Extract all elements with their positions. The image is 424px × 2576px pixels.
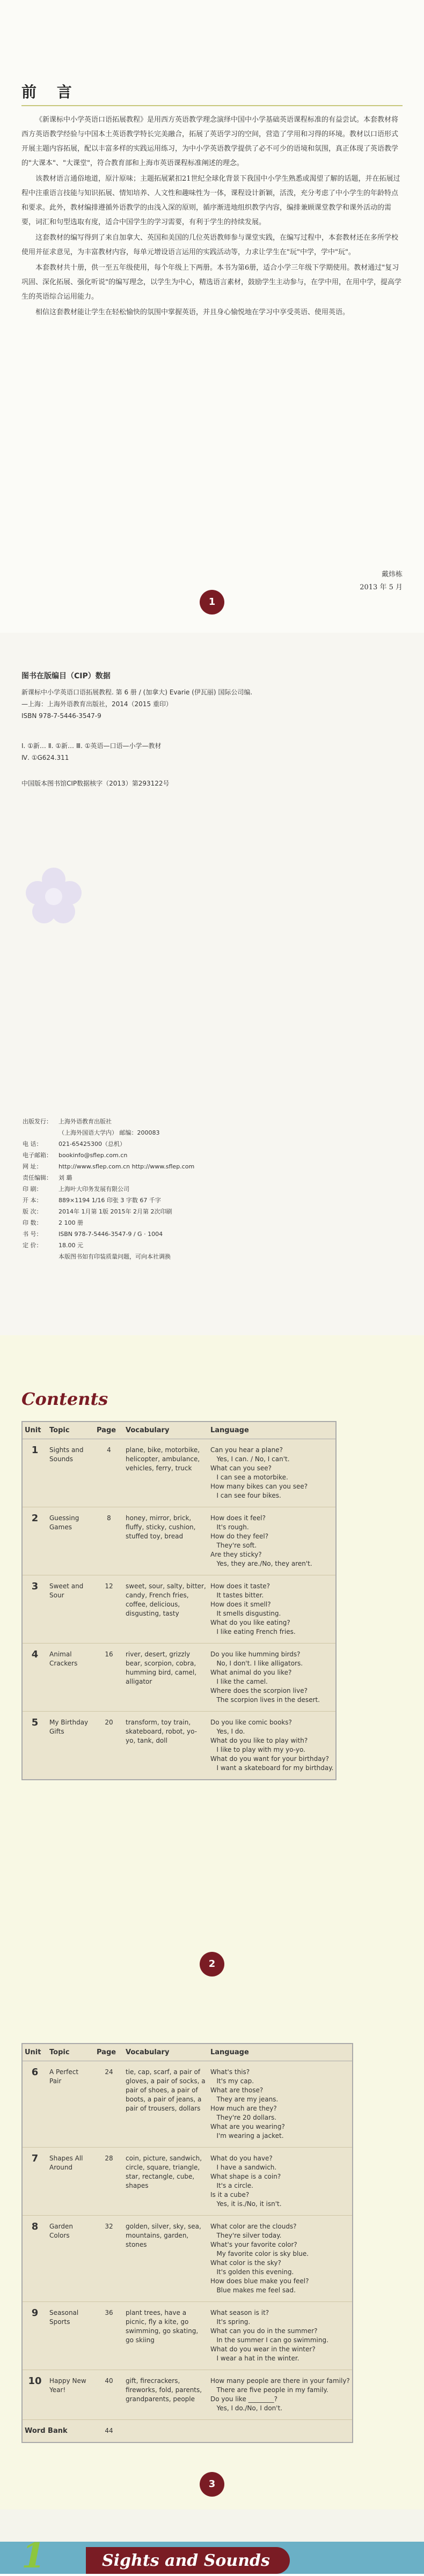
col-language: Language bbox=[208, 1422, 336, 1439]
publisher-row bbox=[23, 1184, 200, 1194]
unit-language bbox=[208, 1575, 336, 1644]
table-row bbox=[22, 2216, 353, 2302]
language-line: What's this? bbox=[210, 2068, 250, 2076]
preface-paragraph: 相信这套教材能让学生在轻松愉快的氛围中掌握英语，并且身心愉悦地在学习中享受英语、使用英语。 bbox=[35, 308, 350, 316]
language-line: In the summer I can go swimming. bbox=[210, 2336, 328, 2344]
publisher-label: 印 刷： bbox=[23, 1186, 42, 1193]
publisher-row bbox=[23, 1150, 200, 1160]
publisher-row bbox=[23, 1252, 200, 1262]
language-line: What animal do you like? bbox=[210, 1669, 292, 1676]
unit-language bbox=[208, 2370, 353, 2420]
col-vocabulary: Vocabulary bbox=[123, 1422, 208, 1439]
language-line: What do you like eating? bbox=[210, 1619, 290, 1626]
language-line: How much are they? bbox=[210, 2105, 277, 2112]
language-line: How does it smell? bbox=[210, 1601, 271, 1608]
language-line: What shape is a coin? bbox=[210, 2173, 281, 2180]
unit-number: 7 bbox=[22, 2148, 47, 2216]
language-line: Is it a cube? bbox=[210, 2191, 250, 2199]
language-line: Where does the scorpion live? bbox=[210, 1687, 308, 1694]
unit-number: 6 bbox=[22, 2061, 47, 2148]
col-language: Language bbox=[208, 2044, 353, 2061]
publisher-label: 印 数： bbox=[23, 1219, 42, 1226]
publisher-label: 出版发行： bbox=[23, 1118, 52, 1125]
col-page: Page bbox=[94, 1422, 123, 1439]
publisher-label: 书 号： bbox=[23, 1231, 42, 1238]
cip-subjects bbox=[21, 740, 392, 764]
cip-subject-line: Ⅰ. ①新… Ⅱ. ①新… Ⅲ. ①英语—口语—小学—教材 bbox=[21, 742, 162, 750]
publisher-value: bookinfo@sflep.com.cn bbox=[59, 1152, 128, 1159]
cip-line: —上海：上海外语教育出版社，2014（2015 重印） bbox=[21, 700, 172, 708]
unit-page: 20 bbox=[94, 1712, 123, 1780]
unit-vocabulary: plane, bike, motorbike, helicopter, ambulance, vehicles, ferry, truck bbox=[123, 1439, 208, 1507]
language-line: Yes, I can. / No, I can't. bbox=[210, 1455, 290, 1463]
language-line: My favorite color is sky blue. bbox=[210, 2250, 309, 2257]
publisher-label: 电 话： bbox=[23, 1141, 42, 1148]
language-line: I can see a motorbike. bbox=[210, 1474, 288, 1481]
publisher-label: 网 址： bbox=[23, 1163, 42, 1170]
publisher-value: 889×1194 1/16 印张 3 字数 67 千字 bbox=[59, 1197, 161, 1204]
contents-page-b bbox=[0, 1995, 424, 2510]
language-line: Do you like comic books? bbox=[210, 1719, 292, 1726]
unit-language bbox=[208, 2302, 353, 2370]
col-topic: Topic bbox=[47, 1422, 94, 1439]
language-line: They're silver today. bbox=[210, 2232, 282, 2239]
language-line: What season is it? bbox=[210, 2309, 269, 2316]
table-row bbox=[22, 2370, 353, 2420]
publisher-label: 责任编辑： bbox=[23, 1174, 52, 1181]
language-line: Are they sticky? bbox=[210, 1551, 262, 1558]
col-vocabulary: Vocabulary bbox=[123, 2044, 208, 2061]
publisher-row bbox=[23, 1206, 200, 1217]
publisher-row bbox=[23, 1128, 200, 1138]
unit-topic: Sights and Sounds bbox=[47, 1439, 94, 1507]
unit-page: 32 bbox=[94, 2216, 123, 2302]
signature-date: 2013 年 5 月 bbox=[360, 583, 403, 591]
publisher-label bbox=[23, 1128, 57, 1138]
language-line: Do you like ________? bbox=[210, 2395, 278, 2403]
cip-subject-line: Ⅳ. ①G624.311 bbox=[21, 754, 69, 761]
unit-topic: A Perfect Pair bbox=[47, 2061, 94, 2148]
publisher-value: 2 100 册 bbox=[59, 1219, 83, 1226]
unit-language bbox=[208, 1712, 336, 1780]
publisher-row bbox=[23, 1116, 200, 1127]
language-line: It's golden this evening. bbox=[210, 2268, 294, 2276]
unit-opener-page bbox=[0, 2510, 424, 2574]
language-line: How does it taste? bbox=[210, 1582, 271, 1590]
flower-decoration-icon bbox=[21, 863, 86, 928]
language-line: How does it feel? bbox=[210, 1514, 266, 1522]
language-line: Do you like humming birds? bbox=[210, 1650, 301, 1658]
unit-number: 9 bbox=[22, 2302, 47, 2370]
page-number-badge: 3 bbox=[200, 2472, 224, 2497]
publisher-row bbox=[23, 1229, 200, 1239]
language-line: They're soft. bbox=[210, 1542, 257, 1549]
contents-page-a bbox=[0, 1335, 424, 1995]
language-line: Can you hear a plane? bbox=[210, 1446, 283, 1454]
unit-page: 12 bbox=[94, 1575, 123, 1644]
language-line: I'm wearing a jacket. bbox=[210, 2132, 284, 2140]
contents-table-a bbox=[21, 1421, 337, 1780]
cip-record-line: 中国版本图书馆CIP数据核字（2013）第293122号 bbox=[21, 780, 170, 787]
unit-number: 5 bbox=[22, 1712, 47, 1780]
contents-table-b bbox=[21, 2043, 353, 2443]
table-row bbox=[22, 1712, 336, 1780]
publisher-value: 上海外语教育出版社 bbox=[59, 1118, 112, 1125]
unit-page: 24 bbox=[94, 2061, 123, 2148]
unit-page: 16 bbox=[94, 1644, 123, 1712]
publisher-label: 开 本： bbox=[23, 1197, 42, 1204]
unit-vocabulary: plant trees, have a picnic, fly a kite, go swimming, go skating, go skiing bbox=[123, 2302, 208, 2370]
language-line: I can see four bikes. bbox=[210, 1492, 281, 1499]
unit-vocabulary: transform, toy train, skateboard, robot, yo-yo, tank, doll bbox=[123, 1712, 208, 1780]
table-row bbox=[22, 2302, 353, 2370]
language-line: I like to play with my yo-yo. bbox=[210, 1746, 305, 1753]
unit-vocabulary: river, desert, grizzly bear, scorpion, cobra, humming bird, camel, alligator bbox=[123, 1644, 208, 1712]
unit-vocabulary: gift, firecrackers, fireworks, fold, parents, grandparents, people bbox=[123, 2370, 208, 2420]
unit-language bbox=[208, 1439, 336, 1507]
language-line: I wear a hat in the winter. bbox=[210, 2355, 299, 2362]
language-line: They're 20 dollars. bbox=[210, 2114, 277, 2121]
unit-topic: Sweet and Sour bbox=[47, 1575, 94, 1644]
table-row bbox=[22, 1439, 336, 1507]
language-line: What can you do in the summer? bbox=[210, 2327, 318, 2335]
cip-line: 新课标中小学英语口语拓展教程. 第 6 册 / (加拿大) Evarie (伊瓦丽) 国际公司编. bbox=[21, 689, 253, 696]
language-line: The scorpion lives in the desert. bbox=[210, 1696, 320, 1704]
unit-vocabulary: golden, silver, sky, sea, mountains, garden, stones bbox=[123, 2216, 208, 2302]
preface-paragraph: 该教材语言通俗地道，原汁原味；主题拓展紧扣21世纪全球化背景下我国中小学生熟悉或渴望了解的话题，并在拓展过程中注重语言技能与知识拓展、情知培养、人文性和趣味性为一体，课程设计新颖，活泼，充分考虑了中小学生的年龄特点和要求。此外，教材编排遵循外语教学的由浅入深的原则，循序渐进地组织教学内容，编排兼顾课堂教学和课外活动的需要，词汇和句型选取有度，适合中国学生的学习需要，有利于学生的持续发展。 bbox=[21, 175, 400, 226]
unit-number: 4 bbox=[22, 1644, 47, 1712]
col-page: Page bbox=[94, 2044, 123, 2061]
page-number-badge: 2 bbox=[200, 1952, 224, 1977]
language-line: What color are the clouds? bbox=[210, 2223, 297, 2230]
preface-body bbox=[21, 113, 403, 321]
language-line: Yes, they are./No, they aren't. bbox=[210, 1560, 312, 1567]
language-line: What are you wearing? bbox=[210, 2123, 285, 2130]
language-line: I have a sandwich. bbox=[210, 2164, 277, 2171]
unit-page: 36 bbox=[94, 2302, 123, 2370]
language-line: How many bikes can you see? bbox=[210, 1483, 308, 1490]
word-bank-page: 44 bbox=[94, 2420, 123, 2443]
language-line: Blue makes me feel sad. bbox=[210, 2286, 296, 2294]
cip-heading: 图书在版编目（CIP）数据 bbox=[21, 672, 111, 680]
language-line: No, I don't. I like alligators. bbox=[210, 1660, 303, 1667]
table-row bbox=[22, 2148, 353, 2216]
language-line: I want a skateboard for my birthday. bbox=[210, 1764, 334, 1772]
publisher-value: 本版图书如有印装质量问题，可向本社调换 bbox=[59, 1253, 171, 1260]
unit-language bbox=[208, 1507, 336, 1575]
unit-number: 3 bbox=[22, 1575, 47, 1644]
unit-vocabulary: coin, picture, sandwich, circle, square, triangle, star, rectangle, cube, shapes bbox=[123, 2148, 208, 2216]
word-bank-label: Word Bank bbox=[22, 2420, 94, 2443]
language-line: How do they feel? bbox=[210, 1533, 269, 1540]
unit-number: 8 bbox=[22, 2216, 47, 2302]
table-row bbox=[22, 1575, 336, 1644]
language-line: What can you see? bbox=[210, 1464, 272, 1472]
publisher-value: （上海外国语大学内） 邮编：200083 bbox=[59, 1129, 160, 1136]
unit-topic: Garden Colors bbox=[47, 2216, 94, 2302]
language-line: It's spring. bbox=[210, 2318, 251, 2326]
publisher-value: 刘 璐 bbox=[59, 1174, 72, 1181]
page-number-badge: 1 bbox=[200, 590, 224, 615]
unit-number: 1 bbox=[21, 2536, 46, 2576]
publisher-label bbox=[23, 1252, 57, 1262]
language-line: They are my jeans. bbox=[210, 2096, 279, 2103]
unit-language bbox=[208, 1644, 336, 1712]
publisher-value: 18.00 元 bbox=[59, 1242, 83, 1249]
publisher-value: 021-65425300（总机） bbox=[59, 1141, 126, 1148]
unit-topic: Shapes All Around bbox=[47, 2148, 94, 2216]
cip-record bbox=[21, 778, 392, 789]
col-unit: Unit bbox=[22, 1422, 47, 1439]
unit-page: 40 bbox=[94, 2370, 123, 2420]
unit-topic: Guessing Games bbox=[47, 1507, 94, 1575]
language-line: How does blue make you feel? bbox=[210, 2277, 309, 2285]
language-line: What are those? bbox=[210, 2086, 264, 2094]
unit-language bbox=[208, 2216, 353, 2302]
preface-paragraph: 《新课标中小学英语口语拓展教程》是用西方英语教学理念演绎中国中小学基础英语课程标准的有益尝试。本套教材将西方英语教学经验与中国本土英语教学特长完美融合，拓展了英语学习的空间，营造了学用和习得的环境。教材以口语形式开展主题内容拓展，配以丰富多样的实践运用练习，为中小学英语教学提供了必不可少的语境和氛围，真正体现了英语教学的"大课本"、"大课堂"，符合教育部和上海市英语课程标准阐述的理念。 bbox=[21, 116, 399, 167]
language-line: What do you wear in the winter? bbox=[210, 2345, 316, 2353]
preface-page bbox=[0, 0, 424, 633]
table-row bbox=[22, 2061, 353, 2148]
publisher-label: 电子邮箱： bbox=[23, 1152, 52, 1159]
language-line: I like the camel. bbox=[210, 1678, 268, 1685]
publisher-label: 版 次： bbox=[23, 1208, 42, 1215]
publisher-row bbox=[23, 1173, 200, 1183]
language-line: It smells disgusting. bbox=[210, 1610, 281, 1617]
language-line: Yes, I do. bbox=[210, 1728, 245, 1735]
language-line: It tastes bitter. bbox=[210, 1592, 264, 1599]
signature-name: 戴炜栋 bbox=[381, 571, 403, 579]
publisher-value: 2014年 1月第 1版 2015年 2月第 2次印刷 bbox=[59, 1208, 172, 1215]
col-unit: Unit bbox=[22, 2044, 47, 2061]
language-line: What do you have? bbox=[210, 2155, 273, 2162]
preface-signature bbox=[360, 568, 403, 594]
publisher-value: 上海叶大印务发展有限公司 bbox=[59, 1186, 129, 1193]
publisher-info-table bbox=[21, 1115, 201, 1263]
unit-language bbox=[208, 2148, 353, 2216]
publisher-row bbox=[23, 1240, 200, 1250]
unit-page: 8 bbox=[94, 1507, 123, 1575]
unit-language bbox=[208, 2061, 353, 2148]
language-line: What do you want for your birthday? bbox=[210, 1755, 330, 1763]
unit-page: 28 bbox=[94, 2148, 123, 2216]
unit-page: 4 bbox=[94, 1439, 123, 1507]
publisher-row bbox=[23, 1218, 200, 1228]
publisher-value: http://www.sflep.com.cn http://www.sflep.com bbox=[59, 1163, 195, 1170]
cip-page bbox=[0, 633, 424, 1335]
unit-vocabulary: tie, cap, scarf, a pair of gloves, a pair of socks, a pair of shoes, a pair of boots, a pair of jeans, a pair of trousers, dollars bbox=[123, 2061, 208, 2148]
unit-number: 10 bbox=[22, 2370, 47, 2420]
unit-number: 2 bbox=[22, 1507, 47, 1575]
language-line: What do you like to play with? bbox=[210, 1737, 308, 1744]
language-line: There are five people in my family. bbox=[210, 2386, 328, 2394]
language-line: Yes, I do./No, I don't. bbox=[210, 2404, 283, 2412]
preface-paragraph: 本套教材共十册，供一至五年级使用，每个年级上下两册。本书为第6册，适合小学三年级下学期使用。教材通过"复习巩固、深化拓展、强化听说"的编写理念，以学生为中心，精选语言素材，鼓励学生主动参与，在学中用，在用中学，提高学生的英语综合运用能力。 bbox=[21, 264, 401, 301]
publisher-row bbox=[23, 1161, 200, 1172]
unit-number: 1 bbox=[22, 1439, 47, 1507]
heading-divider bbox=[21, 105, 403, 106]
language-line: Yes, it is./No, it isn't. bbox=[210, 2200, 282, 2208]
language-line: I like eating French fries. bbox=[210, 1628, 296, 1635]
language-line: How many people are there in your family? bbox=[210, 2377, 350, 2385]
table-row bbox=[22, 1644, 336, 1712]
publisher-row bbox=[23, 1139, 200, 1149]
preface-heading: 前 言 bbox=[21, 83, 79, 101]
unit-vocabulary: honey, mirror, brick, fluffy, sticky, cushion, stuffed toy, bread bbox=[123, 1507, 208, 1575]
publisher-row bbox=[23, 1195, 200, 1205]
language-line: It's a circle. bbox=[210, 2182, 253, 2189]
language-line: What color is the sky? bbox=[210, 2259, 281, 2267]
table-row bbox=[22, 1507, 336, 1575]
unit-topic: Animal Crackers bbox=[47, 1644, 94, 1712]
publisher-value: ISBN 978-7-5446-3547-9 / G · 1004 bbox=[59, 1231, 163, 1238]
language-line: What's your favorite color? bbox=[210, 2241, 297, 2248]
unit-topic: Seasonal Sports bbox=[47, 2302, 94, 2370]
unit-vocabulary: sweet, sour, salty, bitter, candy, French fries, coffee, delicious, disgusting, tasty bbox=[123, 1575, 208, 1644]
unit-topic: My Birthday Gifts bbox=[47, 1712, 94, 1780]
contents-title: Contents bbox=[21, 1389, 108, 1409]
cip-line: ISBN 978-7-5446-3547-9 bbox=[21, 712, 101, 720]
language-line: It's my cap. bbox=[210, 2077, 254, 2085]
preface-paragraph: 这套教材的编写得到了来自加拿大、英国和美国的几位英语教师参与课堂实践，在编写过程中，本套教材还在多所学校使用并征求意见，为丰富教材内容，每单元增设语言运用的实践活动等，力求让学生在"玩"中学，学中"玩"。 bbox=[21, 234, 399, 256]
cip-entry bbox=[21, 686, 392, 722]
col-topic: Topic bbox=[47, 2044, 94, 2061]
publisher-label: 定 价： bbox=[23, 1242, 42, 1249]
unit-topic: Happy New Year! bbox=[47, 2370, 94, 2420]
language-line: It's rough. bbox=[210, 1523, 249, 1531]
unit-title: Sights and Sounds bbox=[102, 2551, 270, 2570]
